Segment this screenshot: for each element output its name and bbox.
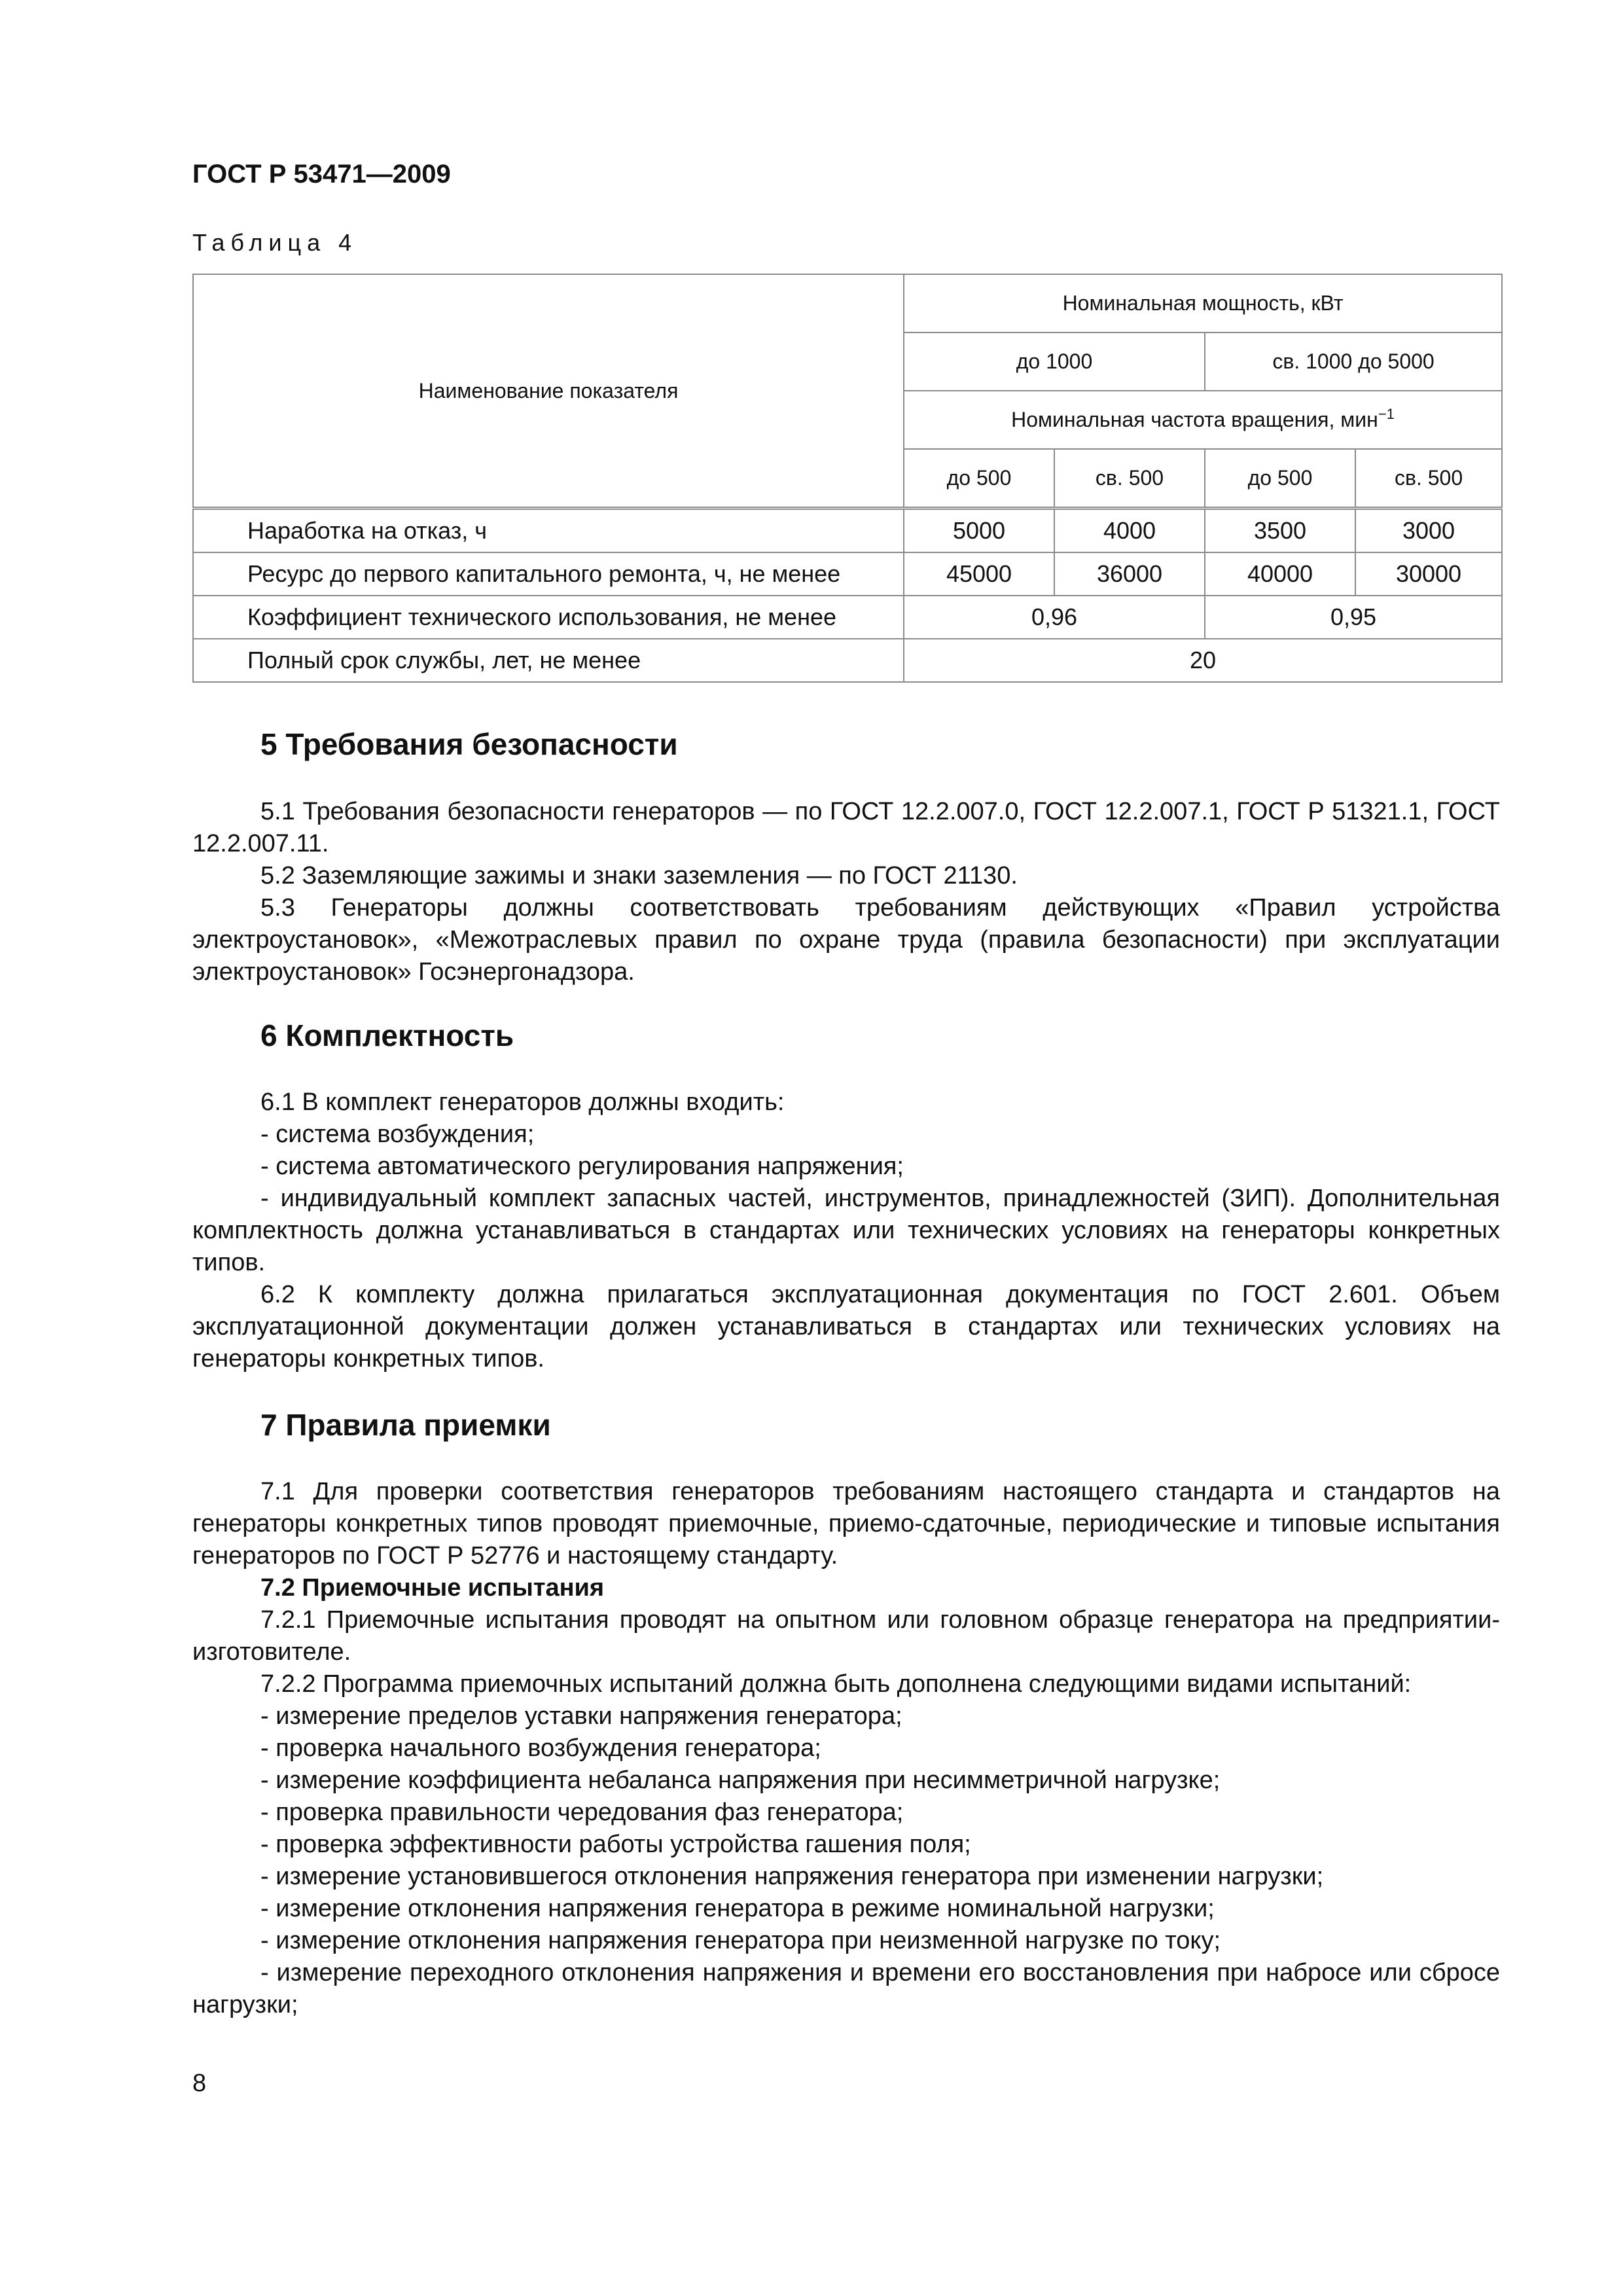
section-6-title: 6 Комплектность — [260, 1018, 514, 1052]
list-item: - измерение отклонения напряжения генератора в режиме номинальной нагрузки; — [260, 1895, 1215, 1922]
speed-header — [904, 391, 1502, 449]
speed-unit-exponent: −1 — [1378, 406, 1395, 422]
speed-column-header: св. 500 — [1054, 449, 1205, 509]
parameters-table — [192, 274, 1503, 683]
table-cell: 45000 — [904, 552, 1054, 596]
table-cell: 0,96 — [904, 596, 1205, 639]
speed-column-header: до 500 — [1205, 449, 1355, 509]
paragraph: 7.2.1 Приемочные испытания проводят на опытном или головном образце генератора на предприятии-изготовителе. — [192, 1606, 1500, 1666]
table-cell: 0,95 — [1205, 596, 1502, 639]
row-name: Полный срок службы, лет, не менее — [193, 639, 904, 682]
table-cell: 20 — [904, 639, 1502, 682]
table-row — [193, 509, 1502, 553]
param-name-header: Наименование показателя — [193, 274, 904, 509]
speed-column-header: до 500 — [904, 449, 1054, 509]
table-row — [193, 639, 1502, 682]
row-name: Коэффициент технического использования, не менее — [193, 596, 904, 639]
section-5-title: 5 Требования безопасности — [260, 727, 678, 761]
list-item: - проверка правильности чередования фаз генератора; — [260, 1799, 904, 1826]
table-caption: Таблица 4 — [192, 229, 358, 256]
table-row — [193, 596, 1502, 639]
document-code: ГОСТ Р 53471—2009 — [192, 160, 451, 188]
table-cell: 3500 — [1205, 509, 1355, 553]
power-header: Номинальная мощность, кВт — [904, 274, 1502, 332]
paragraph: 5.3 Генераторы должны соответствовать требованиям действующих «Правил устройства электроустановок», «Межотраслевых правил по охране труда (правила безопасности) при эксплуатации электроустановок» Госэнергонадзора. — [192, 894, 1500, 986]
list-item: - проверка эффективности работы устройства гашения поля; — [260, 1831, 971, 1858]
table-row — [193, 552, 1502, 596]
list-item: - измерение коэффициента небаланса напряжения при несимметричной нагрузке; — [260, 1767, 1221, 1794]
section-5-body — [192, 796, 1500, 988]
speed-header-text: Номинальная частота вращения, мин — [1011, 408, 1378, 431]
paragraph: 6.1 В комплект генераторов должны входить: — [260, 1088, 785, 1116]
paragraph: 7.2.2 Программа приемочных испытаний должна быть дополнена следующими видами испытаний: — [260, 1670, 1412, 1698]
subsection-title: 7.2 Приемочные испытания — [260, 1574, 605, 1602]
table-cell: 30000 — [1355, 552, 1502, 596]
section-7-body — [192, 1476, 1500, 2021]
paragraph: 5.2 Заземляющие зажимы и знаки заземления — по ГОСТ 21130. — [260, 862, 1018, 889]
table-cell: 5000 — [904, 509, 1054, 553]
table-header-row — [193, 274, 1502, 332]
section-6-body — [192, 1086, 1500, 1375]
list-item: - система автоматического регулирования напряжения; — [260, 1153, 904, 1180]
list-item: - измерение установившегося отклонения напряжения генератора при изменении нагрузки; — [260, 1863, 1324, 1890]
list-item: - индивидуальный комплект запасных частей, инструментов, принадлежностей (ЗИП). Дополнительная комплектность должна устанавливаться в стандартах или технических условиях на генераторы конкретных типов. — [192, 1185, 1500, 1276]
table-cell: 4000 — [1054, 509, 1205, 553]
table-cell: 3000 — [1355, 509, 1502, 553]
table-cell: 36000 — [1054, 552, 1205, 596]
list-item: - система возбуждения; — [260, 1121, 535, 1148]
power-group-header: св. 1000 до 5000 — [1205, 332, 1502, 391]
power-group-header: до 1000 — [904, 332, 1205, 391]
row-name: Наработка на отказ, ч — [193, 509, 904, 553]
list-item: - измерение отклонения напряжения генератора при неизменной нагрузке по току; — [260, 1927, 1221, 1954]
speed-column-header: св. 500 — [1355, 449, 1502, 509]
paragraph: 7.1 Для проверки соответствия генераторов требованиям настоящего стандарта и стандартов на генераторы конкретных типов проводят приемочные, приемо-сдаточные, периодические и типовые испытания генераторов по ГОСТ Р 52776 и настоящему стандарту. — [192, 1478, 1500, 1570]
page-number: 8 — [192, 2070, 207, 2097]
paragraph: 5.1 Требования безопасности генераторов — по ГОСТ 12.2.007.0, ГОСТ 12.2.007.1, ГОСТ Р 51321.1, ГОСТ 12.2.007.11. — [192, 798, 1500, 857]
table-cell: 40000 — [1205, 552, 1355, 596]
section-7-title: 7 Правила приемки — [260, 1408, 551, 1442]
list-item: - измерение переходного отклонения напряжения и времени его восстановления при набросе или сбросе нагрузки; — [192, 1959, 1500, 2018]
row-name: Ресурс до первого капитального ремонта, ч, не менее — [193, 552, 904, 596]
list-item: - измерение пределов уставки напряжения генератора; — [260, 1702, 902, 1730]
list-item: - проверка начального возбуждения генератора; — [260, 1734, 821, 1762]
paragraph: 6.2 К комплекту должна прилагаться эксплуатационная документация по ГОСТ 2.601. Объем эксплуатационной документации должен устанавливаться в стандартах или технических условиях на генераторы конкретных типов. — [192, 1281, 1500, 1372]
